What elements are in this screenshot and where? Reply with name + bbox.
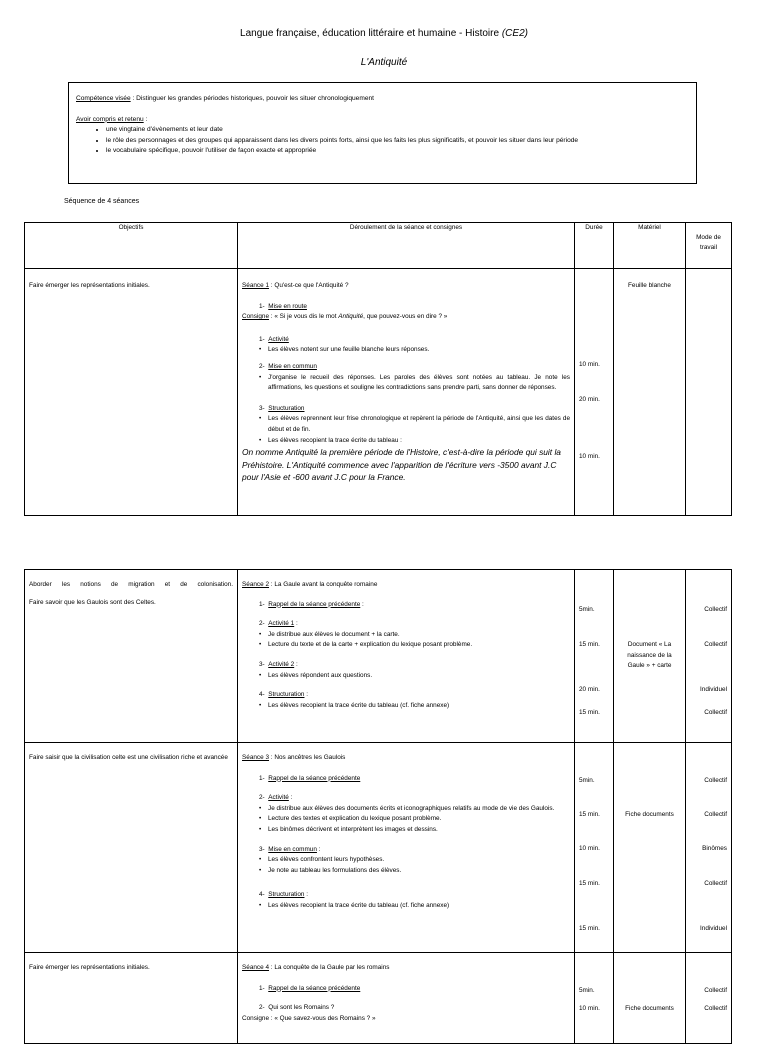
seance2-label: Séance 2 — [242, 581, 270, 588]
step-num: 1- — [259, 774, 265, 782]
seance3-deroulement — [238, 743, 575, 953]
duration: 15 min. — [579, 880, 600, 887]
lesson-table-1 — [24, 222, 732, 516]
seance3-bullet: • Les élèves recopient la trace écrite du tableau (cf. fiche annexe) — [242, 901, 570, 912]
objectif-text: Aborder les notions de migration et de colonisation. — [29, 581, 233, 588]
sequence-count: Séquence de 4 séances — [64, 198, 140, 205]
step-colon: : — [360, 600, 364, 608]
retenu-item: • le rôle des personnages et des groupes qui apparaissent dans les divers points forts, ainsi que les faits les plus significatifs, et pouvoir les situer dans leur période — [106, 136, 689, 147]
seance1-step — [242, 362, 570, 373]
lesson-table-2 — [24, 569, 732, 1044]
step-title: Mise en commun — [268, 845, 317, 853]
consigne-text: , que pouvez-vous en dire ? » — [363, 313, 448, 321]
step-colon: : — [294, 660, 298, 668]
seance1-duree — [575, 269, 614, 516]
document-title — [0, 28, 768, 39]
materiel-text: Fiche documents — [625, 811, 674, 818]
duration: 20 min. — [579, 396, 600, 403]
step-title: Rappel de la séance précédente — [268, 984, 361, 992]
retenu-line — [76, 115, 689, 126]
seance2-objectif — [25, 570, 238, 743]
duration: 5min. — [579, 987, 595, 994]
step-title: Activité — [268, 794, 289, 802]
seance3-label: Séance 3 — [242, 754, 270, 761]
table-row — [25, 570, 732, 743]
step-colon: : — [304, 691, 309, 699]
table-row — [25, 743, 732, 953]
seance3-title: : Nos ancêtres les Gaulois — [269, 754, 346, 761]
seance3-bullet: • Les élèves confrontent leurs hypothèses. — [242, 855, 570, 866]
seance4-label: Séance 4 — [242, 964, 270, 971]
step-title: Rappel de la séance précédente — [268, 600, 361, 608]
step-num: 2- — [259, 620, 265, 628]
seance2-step — [242, 600, 570, 611]
seance2-step — [242, 690, 570, 701]
mode: Collectif — [704, 777, 727, 784]
step-num: 3- — [259, 660, 265, 668]
seance1-step — [242, 404, 570, 415]
seance2-bullet: • Les élèves répondent aux questions. — [242, 671, 570, 682]
mode: Collectif — [704, 880, 727, 887]
objectif-text: Faire saisir que la civilisation celte est une civilisation riche et avancée — [29, 754, 228, 761]
step-title: Structuration — [268, 404, 305, 412]
duration: 10 min. — [579, 1005, 600, 1012]
table-row — [25, 953, 732, 1044]
seance2-bullet: • Je distribue aux élèves le document + la carte. — [242, 630, 570, 641]
seance1-consigne — [242, 312, 570, 323]
seance3-bullet: • Les binômes décrivent et interprètent les images et dessins. — [242, 825, 570, 836]
mode: Collectif — [704, 987, 727, 994]
seance4-deroulement — [238, 953, 575, 1044]
duration: 5min. — [579, 606, 595, 613]
header-materiel: Matériel — [614, 223, 686, 269]
retenu-colon: : — [143, 115, 148, 123]
duration: 10 min. — [579, 845, 600, 852]
materiel-text: Document « La naissance de la Gaule » + carte — [627, 641, 672, 670]
step-title: Mise en route — [268, 302, 307, 310]
step-colon: : — [288, 794, 293, 802]
step-title: Structuration — [268, 891, 305, 899]
seance1-title: : Qu'est-ce que l'Antiquité ? — [269, 282, 349, 289]
competence-text: : Distinguer les grandes périodes historiques, pouvoir les situer chronologiquement — [130, 95, 374, 102]
seance3-mode — [686, 743, 732, 953]
seance2-step — [242, 619, 570, 630]
step-num: 1- — [259, 302, 265, 310]
step-num: 2- — [259, 1004, 265, 1012]
retenu-item: • une vingtaine d'évènements et leur date — [106, 125, 689, 136]
header-duree: Durée — [575, 223, 614, 269]
seance3-bullet: • Lecture des textes et explication du lexique posant problème. — [242, 814, 570, 825]
seance2-deroulement — [238, 570, 575, 743]
step-num: 4- — [259, 691, 265, 699]
duration: 15 min. — [579, 709, 600, 716]
seance4-consigne: Consigne : « Que savez-vous des Romains ? » — [242, 1014, 376, 1022]
seance1-bullet: • Les élèves notent sur une feuille blanche leurs réponses. — [242, 345, 570, 356]
mode: Binômes — [702, 845, 727, 852]
duration: 10 min. — [579, 361, 600, 368]
seance4-step — [242, 984, 570, 995]
step-title: Structuration — [268, 691, 305, 699]
seance1-bullet: • Les élèves recopient la trace écrite du tableau : — [242, 436, 570, 447]
document-subtitle — [0, 57, 768, 68]
header-deroulement: Déroulement de la séance et consignes — [238, 223, 575, 269]
seance4-mode — [686, 953, 732, 1044]
seance2-materiel — [614, 570, 686, 743]
seance3-duree — [575, 743, 614, 953]
seance1-heading — [242, 281, 570, 292]
seance1-step — [242, 302, 570, 313]
seance1-materiel: Feuille blanche — [614, 269, 686, 516]
duration: 20 min. — [579, 686, 600, 693]
step-title: Qui sont les Romains ? — [268, 1004, 335, 1012]
step-num: 1- — [259, 600, 265, 608]
seance3-bullet: • Je note au tableau les formulations des élèves. — [242, 866, 570, 877]
seance3-objectif — [25, 743, 238, 953]
seance1-mode — [686, 269, 732, 516]
mode: Individuel — [699, 686, 727, 693]
step-num: 2- — [259, 794, 265, 802]
seance1-label: Séance 1 — [242, 282, 270, 289]
seance1-deroulement — [238, 269, 575, 516]
duration: 15 min. — [579, 811, 600, 818]
seance2-heading — [242, 580, 570, 591]
duration: 5min. — [579, 777, 595, 784]
competence-box — [68, 82, 697, 184]
step-title: Mise en commun — [268, 362, 317, 370]
title-level: (CE2) — [501, 28, 528, 39]
seance4-title: : La conquête de la Gaule par les romains — [269, 964, 390, 971]
seance1-trace: On nomme Antiquité la première période de l'Histoire, c'est-à-dire la période qui suit la Préhistoire. L'Antiquité commence avec l'apparition de l'écriture vers -3500 avant J.C pour l'Asie et -600 avant J.C pour la France. — [242, 447, 561, 482]
seance3-materiel — [614, 743, 686, 953]
table-row — [25, 269, 732, 516]
consigne-word: Antiquité — [338, 313, 364, 321]
seance3-heading — [242, 753, 570, 764]
seance3-step — [242, 890, 570, 901]
consigne-text: : « Si je vous dis le mot — [269, 313, 339, 321]
step-colon: : — [316, 845, 321, 853]
seance3-step — [242, 845, 570, 856]
mode: Collectif — [704, 606, 727, 613]
seance1-objectif: Faire émerger les représentations initiales. — [25, 269, 238, 516]
step-num: 3- — [259, 404, 265, 412]
seance3-step — [242, 774, 570, 785]
seance4-step — [242, 1003, 570, 1014]
seance3-bullet: • Je distribue aux élèves des documents écrits et iconographiques relatifs au mode de vie des Gaulois. — [242, 804, 570, 815]
seance2-duree — [575, 570, 614, 743]
step-num: 4- — [259, 891, 265, 899]
duration: 15 min. — [579, 641, 600, 648]
mode: Collectif — [704, 641, 727, 648]
competence-label: Compétence visée — [76, 95, 131, 102]
retenu-list — [76, 125, 689, 157]
step-num: 2- — [259, 362, 265, 370]
seance2-title: : La Gaule avant la conquête romaine — [269, 581, 378, 588]
step-title: Activité — [268, 335, 289, 343]
seance2-bullet: • Lecture du texte et de la carte + explication du lexique posant problème. — [242, 640, 570, 651]
seance4-objectif: Faire émerger les représentations initiales. — [25, 953, 238, 1044]
seance3-step — [242, 793, 570, 804]
seance4-heading — [242, 963, 570, 974]
objectif-text: Faire savoir que les Gaulois sont des Celtes. — [29, 599, 156, 606]
step-title: Activité 2 — [268, 660, 295, 668]
duration: 15 min. — [579, 925, 600, 932]
consigne-label: Consigne — [242, 313, 270, 321]
seance1-step — [242, 335, 570, 346]
step-colon: : — [294, 620, 298, 628]
seance1-bullet: • J'organise le recueil des réponses. Les paroles des élèves sont notées au tableau. Je note les affirmations, les questions et souligne les contradictions sans prendre parti, sans donner de réponses. — [242, 373, 570, 394]
table-header-row — [25, 223, 732, 269]
mode: Collectif — [704, 709, 727, 716]
seance2-bullet: • Les élèves recopient la trace écrite du tableau (cf. fiche annexe) — [242, 701, 570, 712]
step-num: 1- — [259, 984, 265, 992]
subtitle-text: L'Antiquité — [360, 57, 408, 68]
step-title: Rappel de la séance précédente — [268, 774, 361, 782]
seance4-duree — [575, 953, 614, 1044]
header-mode: Mode de travail — [686, 223, 732, 269]
retenu-label: Avoir compris et retenu — [76, 115, 144, 123]
header-objectifs: Objectifs — [25, 223, 238, 269]
mode: Individuel — [699, 925, 727, 932]
step-num: 1- — [259, 335, 265, 343]
title-main: Langue française, éducation littéraire et humaine - Histoire — [240, 28, 500, 39]
mode: Collectif — [704, 811, 727, 818]
step-title: Activité 1 — [268, 620, 295, 628]
materiel-text: Fiche documents — [625, 1005, 674, 1012]
competence-line — [76, 94, 689, 105]
seance1-bullet: • Les élèves reprennent leur frise chronologique et repèrent la période de l'Antiquité, ainsi que les dates de début et de fin. — [242, 414, 570, 435]
duration: 10 min. — [579, 453, 600, 460]
step-num: 3- — [259, 845, 265, 853]
retenu-item: • le vocabulaire spécifique, pouvoir l'utiliser de façon exacte et appropriée — [106, 146, 689, 157]
seance4-materiel — [614, 953, 686, 1044]
mode: Collectif — [704, 1005, 727, 1012]
seance2-mode — [686, 570, 732, 743]
seance2-step — [242, 660, 570, 671]
step-colon: : — [304, 891, 309, 899]
